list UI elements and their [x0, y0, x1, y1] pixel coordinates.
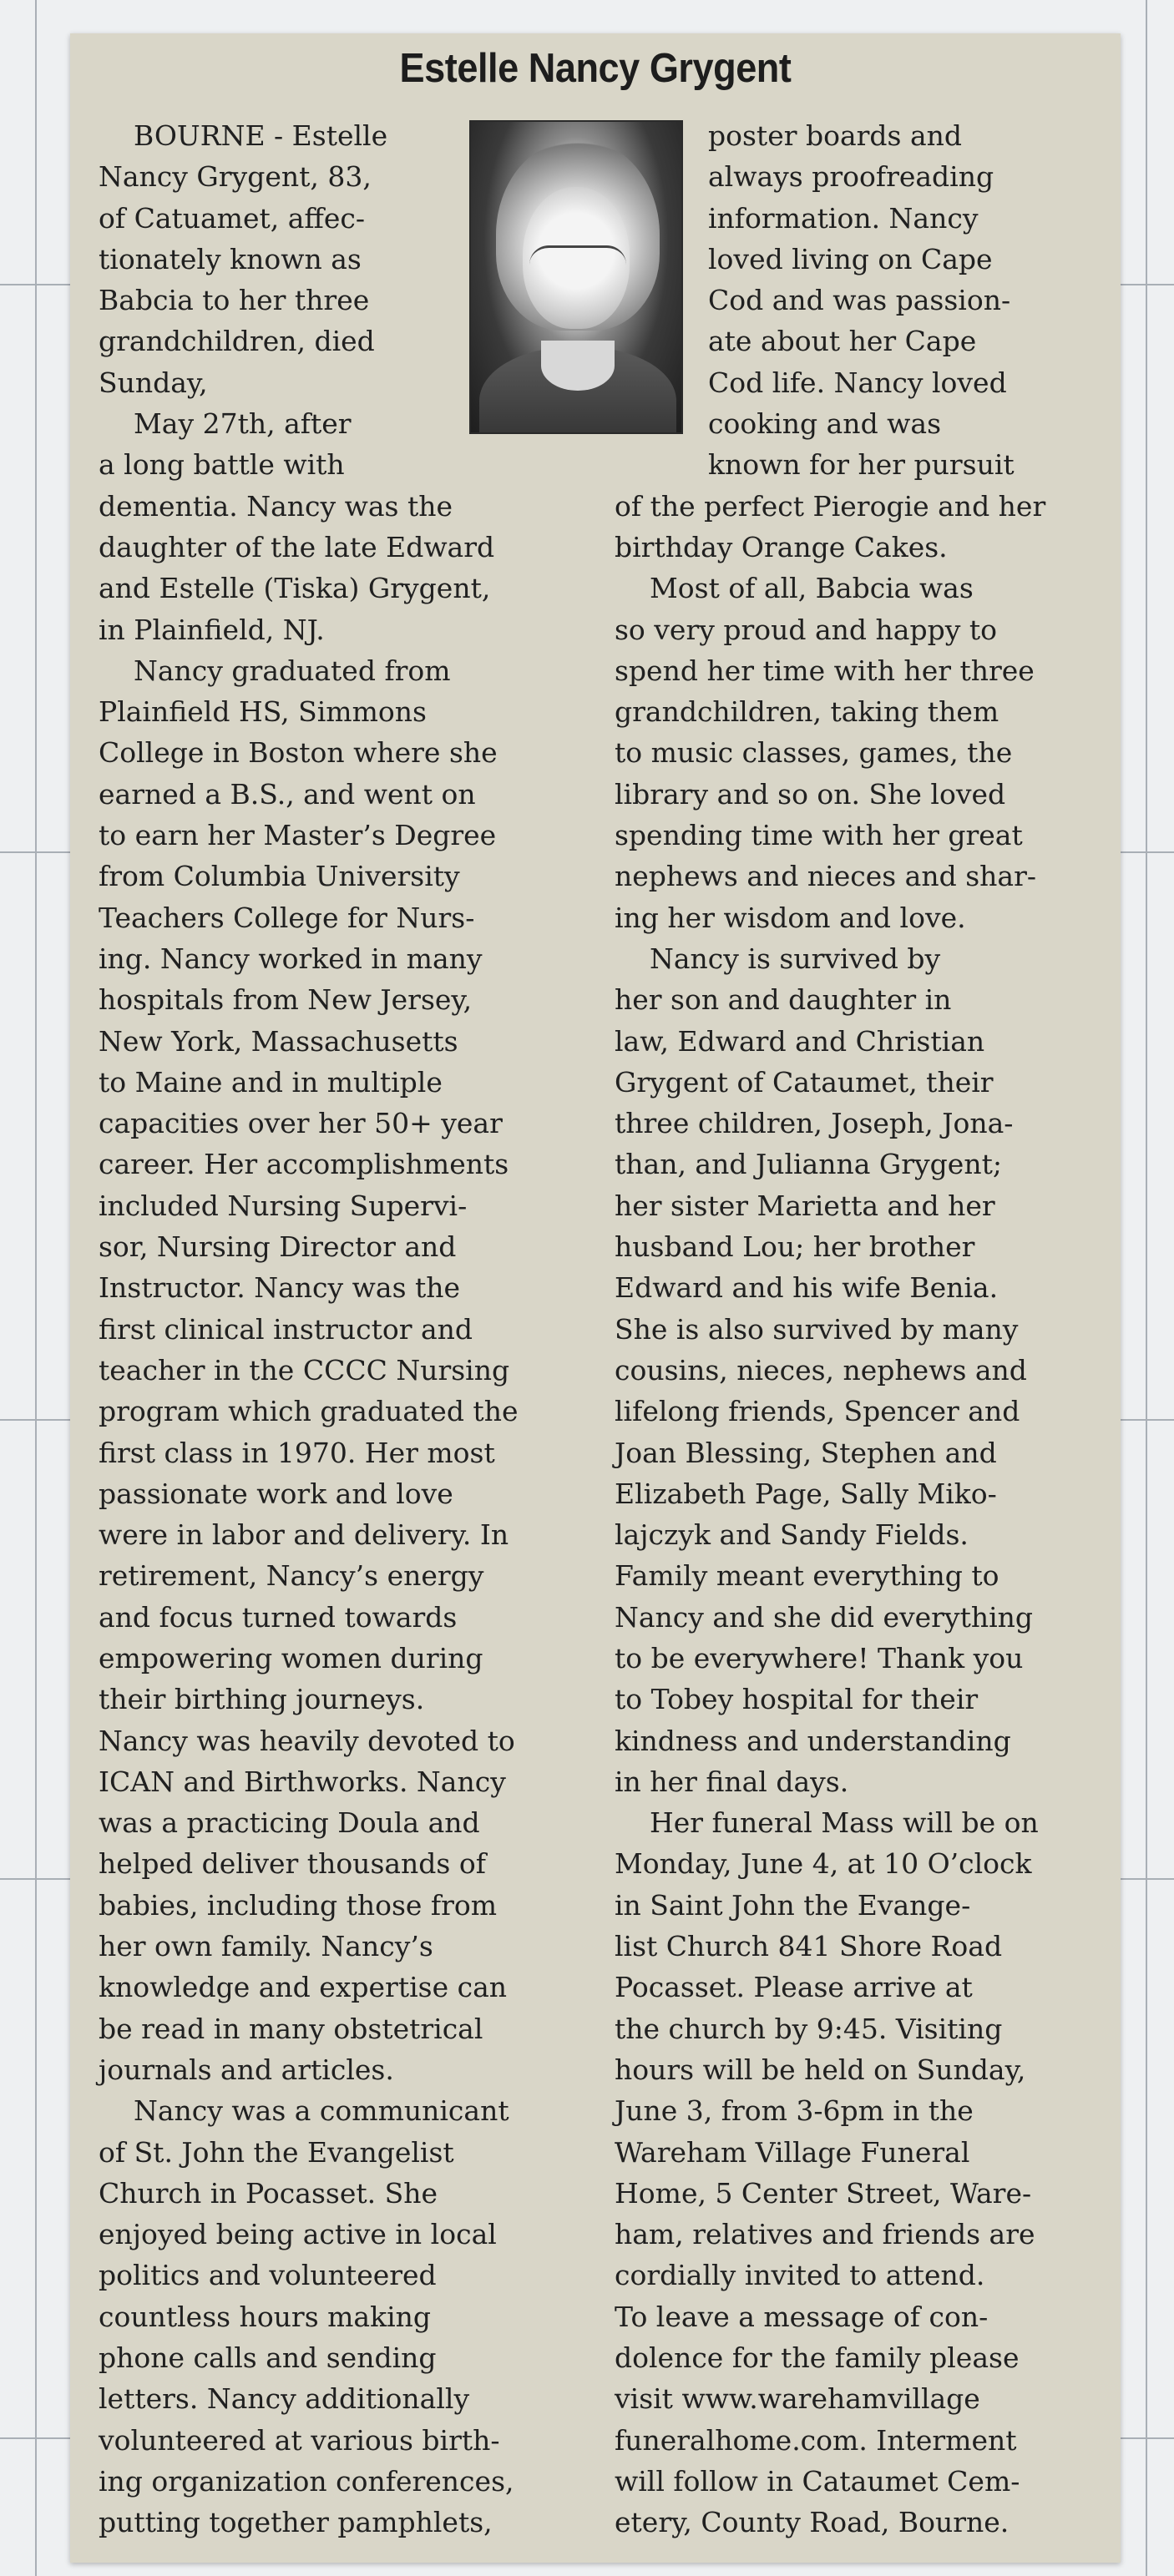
- text-line: loved living on Cape: [708, 242, 993, 275]
- text-line: Elizabeth Page, Sally Miko-: [615, 1477, 997, 1510]
- text-line: Wareham Village Funeral: [615, 2135, 970, 2169]
- text-line: library and so on. She loved: [615, 777, 1006, 811]
- text-line: spending time with her great: [615, 819, 1023, 852]
- text-line: poster boards and: [708, 119, 963, 152]
- text-line: will follow in Cataumet Cem-: [615, 2464, 1020, 2498]
- text-line: passionate work and love: [99, 1477, 453, 1510]
- text-line: so very proud and happy to: [615, 613, 997, 646]
- text-line: Nancy graduated from: [134, 654, 451, 687]
- text-line: hospitals from New Jersey,: [99, 983, 473, 1017]
- text-line: lajczyk and Sandy Fields.: [615, 1518, 969, 1552]
- text-line: empowering women during: [99, 1641, 483, 1674]
- text-line: was a practicing Doula and: [99, 1806, 480, 1840]
- text-line: her own family. Nancy’s: [99, 1930, 433, 1963]
- text-line: birthday Orange Cakes.: [615, 530, 948, 563]
- text-line: to Maine and in multiple: [99, 1065, 443, 1099]
- text-line: known for her pursuit: [708, 448, 1015, 482]
- text-line: her son and daughter in: [615, 983, 952, 1017]
- text-line: journals and articles.: [99, 2053, 394, 2086]
- text-line: cousins, nieces, nephews and: [615, 1353, 1027, 1386]
- text-line: ICAN and Birthworks. Nancy: [99, 1765, 506, 1798]
- text-line: than, and Julianna Grygent;: [615, 1148, 1002, 1181]
- text-line: Grygent of Cataumet, their: [615, 1065, 994, 1099]
- text-line: three children, Joseph, Jona-: [615, 1107, 1014, 1140]
- text-line: funeralhome.com. Interment: [615, 2423, 1017, 2457]
- text-line: the church by 9:45. Visiting: [615, 2012, 1003, 2045]
- text-line: always proofreading: [708, 160, 994, 194]
- text-line: putting together pamphlets,: [99, 2506, 493, 2539]
- text-line: Pocasset. Please arrive at: [615, 1971, 973, 2004]
- text-line: etery, County Road, Bourne.: [615, 2506, 1010, 2539]
- text-line: of Catuamet, affec-: [99, 201, 366, 235]
- text-line: from Columbia University: [99, 860, 460, 893]
- text-line: Nancy and she did everything: [615, 1600, 1034, 1634]
- text-line: Joan Blessing, Stephen and: [615, 1436, 997, 1469]
- text-line: earned a B.S., and went on: [99, 777, 476, 811]
- text-line: Her funeral Mass will be on: [650, 1806, 1039, 1840]
- text-line: husband Lou; her brother: [615, 1230, 975, 1264]
- text-line: sor, Nursing Director and: [99, 1230, 457, 1264]
- text-line: grandchildren, died: [99, 325, 375, 358]
- text-line: spend her time with her three: [615, 654, 1035, 687]
- text-line: program which graduated the: [99, 1395, 519, 1428]
- text-line: helped deliver thousands of: [99, 1847, 486, 1881]
- text-line: kindness and understanding: [615, 1724, 1011, 1757]
- text-line: first class in 1970. Her most: [99, 1436, 495, 1469]
- text-line: ing organization conferences,: [99, 2464, 514, 2498]
- text-line: information. Nancy: [708, 201, 979, 235]
- text-line: be read in many obstetrical: [99, 2012, 483, 2045]
- grid-line: [35, 0, 37, 2576]
- text-line: their birthing journeys.: [99, 1683, 425, 1716]
- text-line: in Saint John the Evange-: [615, 1888, 971, 1922]
- text-line: She is also survived by many: [615, 1312, 1019, 1346]
- text-line: Instructor. Nancy was the: [99, 1271, 461, 1305]
- text-line: Nancy was heavily devoted to: [99, 1724, 515, 1757]
- text-line: Edward and his wife Benia.: [615, 1271, 999, 1305]
- text-line: June 3, from 3-6pm in the: [615, 2094, 974, 2128]
- text-line: Teachers College for Nurs-: [99, 901, 475, 934]
- text-line: Home, 5 Center Street, Ware-: [615, 2176, 1032, 2210]
- text-line: College in Boston where she: [99, 736, 498, 770]
- text-line: to Tobey hospital for their: [615, 1683, 979, 1716]
- text-line: of the perfect Pierogie and her: [615, 489, 1046, 523]
- text-line: Cod life. Nancy loved: [708, 366, 1007, 399]
- text-line: cooking and was: [708, 407, 942, 441]
- text-line: phone calls and sending: [99, 2341, 437, 2375]
- text-line: to be everywhere! Thank you: [615, 1641, 1024, 1674]
- text-line: tionately known as: [99, 242, 362, 275]
- text-line: Church in Pocasset. She: [99, 2176, 438, 2210]
- text-line: list Church 841 Shore Road: [615, 1930, 1003, 1963]
- text-line: career. Her accomplishments: [99, 1148, 509, 1181]
- text-line: to earn her Master’s Degree: [99, 819, 497, 852]
- text-line: babies, including those from: [99, 1888, 498, 1922]
- text-line: dementia. Nancy was the: [99, 489, 453, 523]
- text-line: Cod and was passion-: [708, 284, 1011, 317]
- text-line: ing her wisdom and love.: [615, 901, 966, 934]
- text-line: politics and volunteered: [99, 2259, 437, 2292]
- text-line: May 27th, after: [134, 407, 352, 441]
- text-line: Nancy Grygent, 83,: [99, 160, 372, 194]
- text-line: ham, relatives and friends are: [615, 2218, 1035, 2251]
- text-line: included Nursing Supervi-: [99, 1189, 468, 1222]
- text-line: dolence for the family please: [615, 2341, 1020, 2375]
- text-line: letters. Nancy additionally: [99, 2382, 470, 2416]
- left-column: [99, 115, 518, 2543]
- text-line: of St. John the Evangelist: [99, 2135, 454, 2169]
- photo-glasses: [529, 245, 626, 271]
- photo-collar: [541, 341, 615, 391]
- text-line: Most of all, Babcia was: [650, 572, 974, 605]
- text-line: Babcia to her three: [99, 284, 370, 317]
- text-line: in Plainfield, NJ.: [99, 613, 325, 646]
- text-line: daughter of the late Edward: [99, 530, 495, 563]
- text-line: capacities over her 50+ year: [99, 1107, 503, 1140]
- text-line: a long battle with: [99, 448, 345, 482]
- text-line: law, Edward and Christian: [615, 1024, 985, 1058]
- text-line: knowledge and expertise can: [99, 1971, 508, 2004]
- text-line: countless hours making: [99, 2300, 432, 2333]
- text-line: teacher in the CCCC Nursing: [99, 1353, 510, 1386]
- text-line: New York, Massachusetts: [99, 1024, 458, 1058]
- text-line: ate about her Cape: [708, 325, 977, 358]
- text-line: first clinical instructor and: [99, 1312, 473, 1346]
- newspaper-clipping: [70, 33, 1121, 2563]
- text-line: Plainfield HS, Simmons: [99, 695, 427, 729]
- text-line: enjoyed being active in local: [99, 2218, 497, 2251]
- text-line: To leave a message of con-: [615, 2300, 989, 2333]
- text-line: nephews and nieces and shar-: [615, 860, 1037, 893]
- text-line: Family meant everything to: [615, 1559, 999, 1593]
- text-line: retirement, Nancy’s energy: [99, 1559, 484, 1593]
- text-line: grandchildren, taking them: [615, 695, 999, 729]
- right-column: [615, 115, 1045, 2543]
- text-line: volunteered at various birth-: [99, 2423, 500, 2457]
- text-line: BOURNE - Estelle: [134, 119, 388, 152]
- text-line: cordially invited to attend.: [615, 2259, 985, 2292]
- text-line: Nancy is survived by: [650, 942, 941, 975]
- text-line: visit www.warehamvillage: [615, 2382, 980, 2416]
- text-line: lifelong friends, Spencer and: [615, 1395, 1020, 1428]
- headline: Estelle Nancy Grygent: [399, 46, 792, 91]
- text-line: her sister Marietta and her: [615, 1189, 995, 1222]
- text-line: were in labor and delivery. In: [99, 1518, 509, 1552]
- text-line: ing. Nancy worked in many: [99, 942, 483, 975]
- text-line: Monday, June 4, at 10 O’clock: [615, 1847, 1032, 1881]
- text-line: in her final days.: [615, 1765, 849, 1798]
- text-line: Sunday,: [99, 366, 208, 399]
- text-line: Nancy was a communicant: [134, 2094, 509, 2128]
- text-line: and Estelle (Tiska) Grygent,: [99, 572, 491, 605]
- text-line: and focus turned towards: [99, 1600, 458, 1634]
- text-line: to music classes, games, the: [615, 736, 1013, 770]
- text-line: hours will be held on Sunday,: [615, 2053, 1026, 2086]
- grid-line: [1146, 0, 1147, 2576]
